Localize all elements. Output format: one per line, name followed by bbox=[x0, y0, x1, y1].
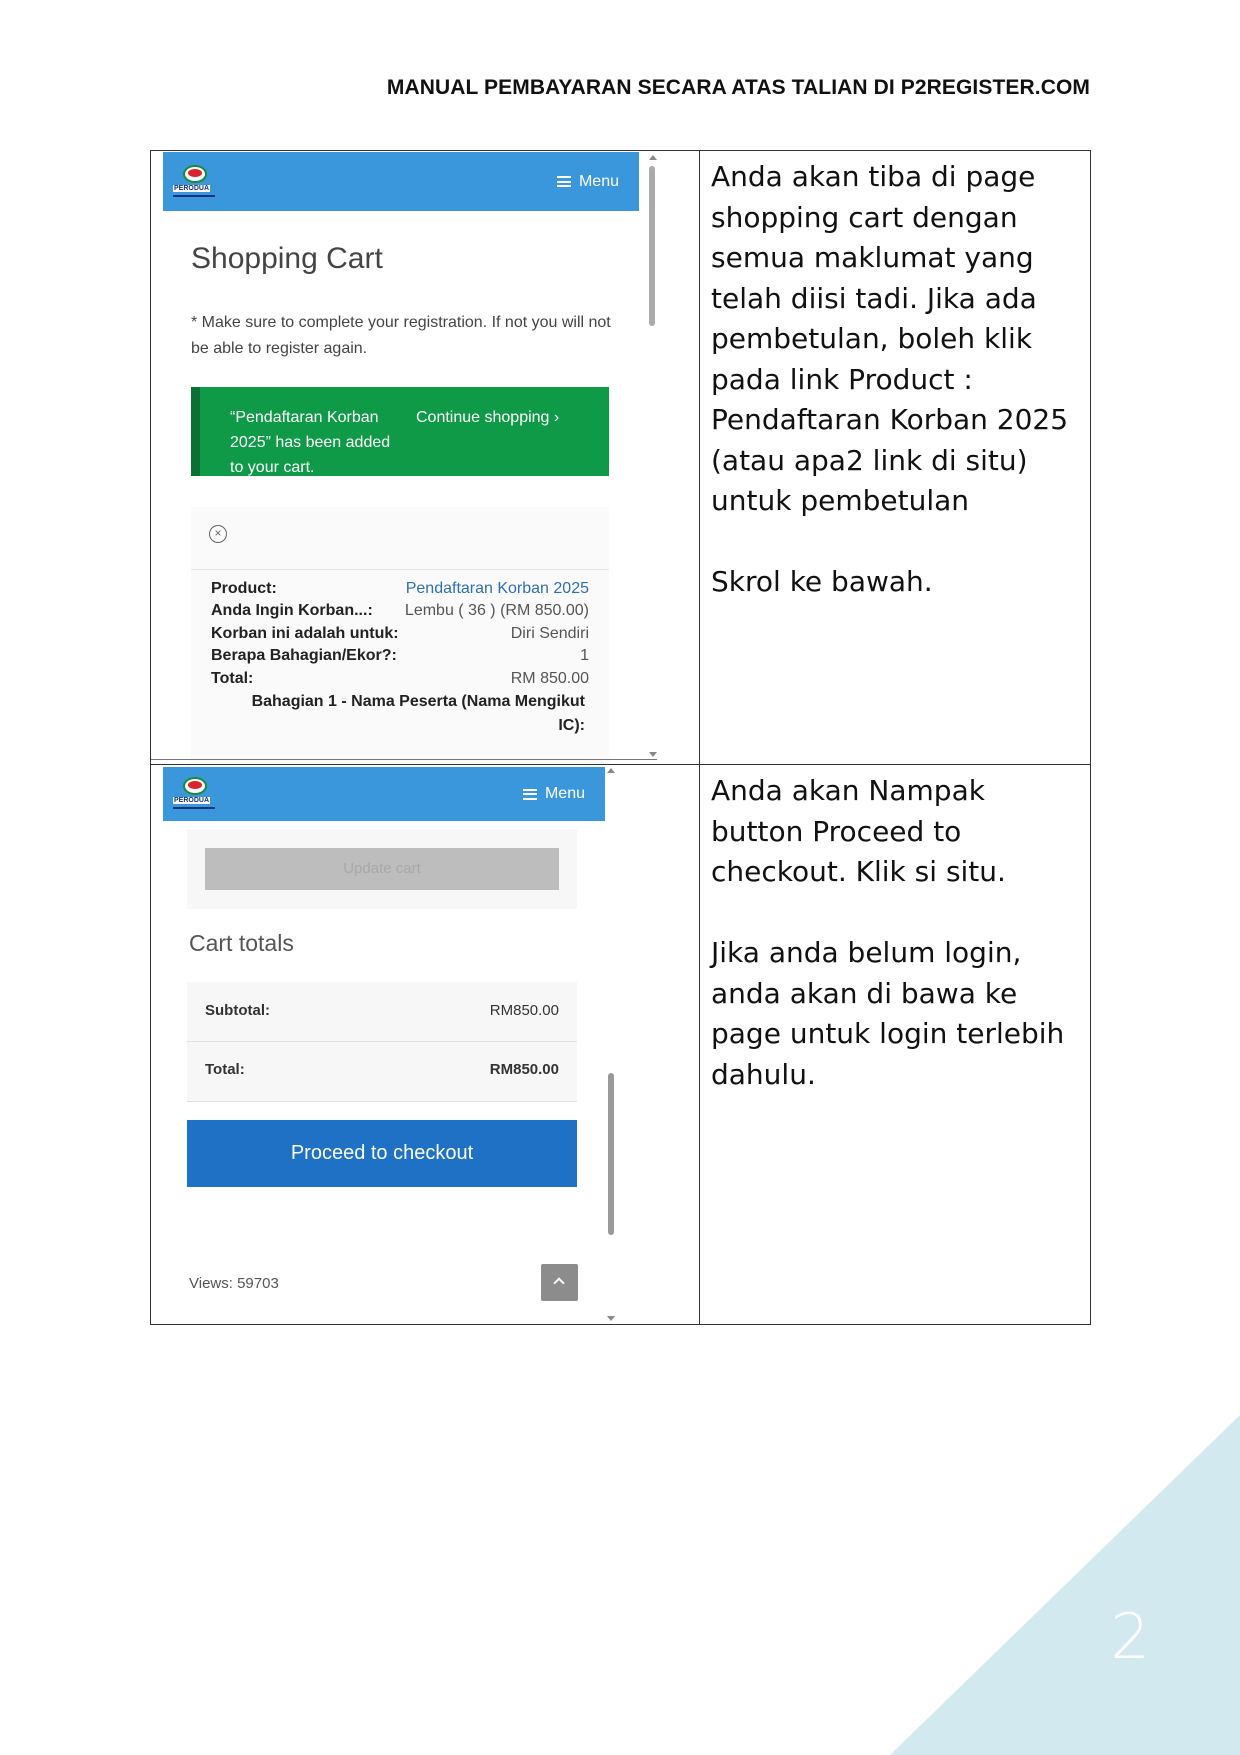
notice-message: “Pendaftaran Korban 2025” has been added to your cart. bbox=[230, 409, 391, 476]
meta-key: Berapa Bahagian/Ekor?: bbox=[211, 647, 397, 664]
meta-key: Korban ini adalah untuk: bbox=[211, 625, 399, 642]
screenshot-cell bbox=[151, 151, 700, 765]
scroll-thumb[interactable] bbox=[608, 1073, 614, 1235]
divider bbox=[187, 1101, 577, 1102]
continue-shopping-link[interactable]: Continue shopping › bbox=[416, 409, 560, 426]
meta-key: Product: bbox=[211, 580, 277, 597]
cart-totals-title: Cart totals bbox=[189, 930, 294, 956]
total-value: RM850.00 bbox=[489, 1061, 559, 1078]
scroll-down-icon[interactable] bbox=[607, 1316, 615, 1321]
scroll-thumb[interactable] bbox=[649, 166, 655, 326]
scroll-down-icon[interactable] bbox=[649, 752, 657, 757]
cart-totals-screenshot bbox=[151, 765, 699, 1324]
table-row bbox=[151, 765, 1091, 1325]
views-counter: Views: 59703 bbox=[189, 1275, 279, 1292]
meta-value: Lembu ( 36 ) (RM 850.00) bbox=[404, 602, 589, 619]
subtotal-value: RM850.00 bbox=[489, 1002, 559, 1019]
proceed-to-checkout-button[interactable]: Proceed to checkout bbox=[187, 1120, 577, 1187]
update-cart-area bbox=[187, 829, 577, 909]
meta-value: Diri Sendiri bbox=[510, 625, 589, 642]
menu-button[interactable] bbox=[523, 785, 585, 803]
logo-text: PERODUA bbox=[174, 797, 210, 804]
instruction-paragraph: Skrol ke bawah. bbox=[711, 565, 933, 598]
scrollbar[interactable] bbox=[646, 151, 658, 763]
instruction-paragraph: Anda akan tiba di page shopping cart dengan semua maklumat yang telah diisi tadi. Jika ada pembetulan, boleh klik pada link Product : Pendaftaran Korban 2025 (atau apa2 link di situ) untuk pembetulan bbox=[711, 160, 1069, 517]
table-row bbox=[151, 151, 1091, 765]
total-label: Total: bbox=[205, 1061, 245, 1078]
scroll-up-icon[interactable] bbox=[607, 768, 615, 773]
meta-value: RM 850.00 bbox=[510, 670, 589, 687]
bahagian-label: Bahagian 1 - Nama Peserta (Nama Mengikut IC): bbox=[251, 693, 585, 734]
scroll-up-icon[interactable] bbox=[649, 155, 657, 160]
phone-screen bbox=[163, 767, 605, 1322]
menu-label: Menu bbox=[544, 785, 585, 802]
manual-table bbox=[150, 150, 1091, 1325]
divider bbox=[187, 1041, 577, 1042]
meta-row-korban bbox=[211, 599, 589, 623]
page-number: 2 bbox=[1110, 1600, 1150, 1673]
subtotal-label: Subtotal: bbox=[205, 1002, 270, 1019]
scrollbar[interactable] bbox=[606, 765, 616, 1324]
cart-item bbox=[191, 507, 609, 764]
total-row bbox=[205, 1061, 559, 1078]
screenshot-cell bbox=[151, 765, 700, 1325]
meta-key: Anda Ingin Korban...: bbox=[211, 602, 373, 619]
registration-note: * Make sure to complete your registration. If not you will not be able to register again. bbox=[191, 314, 611, 357]
perodua-logo[interactable] bbox=[173, 163, 217, 201]
scroll-to-top-button[interactable] bbox=[541, 1264, 578, 1301]
shopping-cart-screenshot bbox=[151, 151, 699, 764]
divider bbox=[151, 759, 657, 760]
site-navbar bbox=[163, 767, 605, 821]
hamburger-icon bbox=[557, 176, 571, 187]
meta-row-product bbox=[211, 577, 589, 601]
close-circle-icon[interactable]: × bbox=[209, 525, 227, 543]
subtotal-row bbox=[205, 1002, 559, 1019]
meta-row-untuk bbox=[211, 622, 589, 646]
perodua-logo[interactable] bbox=[173, 775, 217, 813]
menu-label: Menu bbox=[578, 172, 619, 190]
instruction-paragraph: Jika anda belum login, anda akan di bawa ke page untuk login terlebih dahulu. bbox=[711, 936, 1065, 1091]
update-cart-button[interactable]: Update cart bbox=[205, 848, 559, 890]
instruction-cell bbox=[700, 765, 1091, 1325]
meta-key: Total: bbox=[211, 670, 254, 687]
added-to-cart-notice bbox=[191, 387, 609, 476]
page-title: Shopping Cart bbox=[191, 242, 383, 275]
instruction-cell bbox=[700, 151, 1091, 765]
chevron-up-icon bbox=[553, 1277, 564, 1288]
hamburger-icon bbox=[523, 789, 537, 800]
cart-totals-table bbox=[187, 982, 577, 1102]
product-link[interactable]: Pendaftaran Korban 2025 bbox=[405, 580, 589, 597]
site-navbar bbox=[163, 152, 639, 211]
menu-button[interactable] bbox=[557, 173, 619, 191]
phone-screen bbox=[163, 152, 639, 764]
divider bbox=[191, 569, 609, 570]
meta-value: 1 bbox=[580, 647, 589, 664]
instruction-paragraph: Anda akan Nampak button Proceed to checkout. Klik si situ. bbox=[711, 774, 1006, 888]
meta-row-total bbox=[211, 667, 589, 691]
logo-text: PERODUA bbox=[174, 184, 210, 192]
document-header: MANUAL PEMBAYARAN SECARA ATAS TALIAN DI P2REGISTER.COM bbox=[386, 76, 1090, 99]
meta-row-bahagian-count bbox=[211, 644, 589, 668]
